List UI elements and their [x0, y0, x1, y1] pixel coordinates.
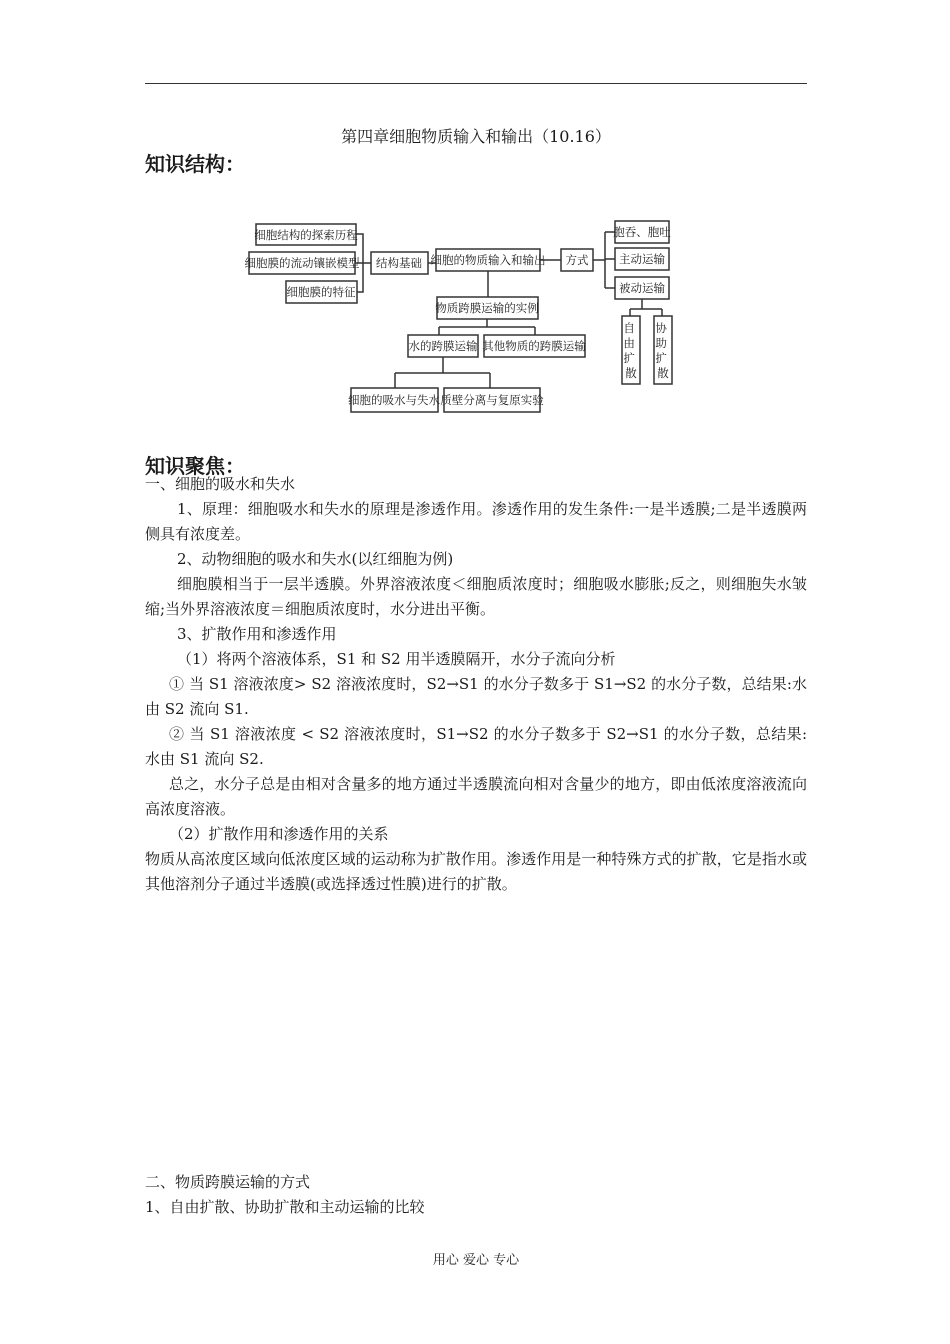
page-title: 第四章细胞物质输入和输出（10.16）	[341, 127, 611, 146]
subsection-animal-cell: 2、动物细胞的吸水和失水(以红细胞为例)	[177, 550, 454, 568]
knowledge-structure-diagram	[245, 215, 675, 420]
diagram-label-water: 水的跨膜运输	[408, 339, 478, 353]
heading-knowledge-focus: 知识聚焦：	[145, 454, 245, 478]
paragraph-principle: 1、原理：细胞吸水和失水的原理是渗透作用。渗透作用的发生条件:一是半透膜;二是半透膜两侧具有浓度差。	[145, 500, 807, 543]
paragraph-case-1: ① 当 S1 溶液浓度> S2 溶液浓度时，S2→S1 的水分子数多于 S1→S2 的水分子数，总结果:水由 S2 流向 S1.	[145, 675, 807, 718]
connector-mode-right	[593, 232, 615, 288]
diagram-label-basis: 结构基础	[376, 256, 422, 270]
section-1-title: 一、细胞的吸水和失水	[145, 475, 296, 493]
diagram-label-left-2: 细胞膜的流动镶嵌模型	[245, 256, 360, 270]
passive-2-char-4: 散	[657, 366, 669, 380]
page-footer: 用心 爱心 专心	[432, 1253, 520, 1268]
diagram-label-other: 其他物质的跨膜运输	[482, 339, 586, 353]
passive-2-char-2: 助	[655, 336, 667, 350]
passive-1-char-1: 自	[623, 321, 635, 335]
passive-1-char-3: 扩	[623, 351, 635, 365]
paragraph-summary: 总之，水分子总是由相对含量多的地方通过半透膜流向相对含量少的地方，即由低浓度溶液流向高浓度溶液。	[145, 775, 807, 818]
subsection-water-flow: （1）将两个溶液体系，S1 和 S2 用半透膜隔开，水分子流向分析	[177, 650, 616, 668]
diagram-label-mode: 方式	[565, 253, 589, 267]
paragraph-animal-cell: 细胞膜相当于一层半透膜。外界溶液浓度＜细胞质浓度时；细胞吸水膨胀;反之，则细胞失水皱缩;当外界溶液浓度＝细胞质浓度时，水分进出平衡。	[145, 575, 807, 618]
diagram-label-plasmolysis: 质壁分离与复原实验	[440, 393, 544, 407]
connector-example-split	[439, 319, 535, 335]
diagram-label-absorb: 细胞的吸水与失水	[348, 393, 440, 407]
passive-1-char-2: 由	[623, 336, 635, 350]
diagram-label-left-1: 细胞结构的探索历程	[254, 228, 358, 242]
diagram-label-left-3: 细胞膜的特征	[286, 285, 356, 299]
passive-1-char-4: 散	[625, 366, 637, 380]
section-2-title: 二、物质跨膜运输的方式	[145, 1173, 311, 1191]
heading-knowledge-structure: 知识结构：	[145, 152, 245, 176]
paragraph-case-2: ② 当 S1 溶液浓度 < S2 溶液浓度时，S1→S2 的水分子数多于 S2→S1 的水分子数，总结果:水由 S1 流向 S2.	[145, 725, 807, 768]
passive-2-char-3: 扩	[655, 351, 667, 365]
diagram-label-example: 物质跨膜运输的实例	[435, 301, 539, 315]
diagram-label-passive-2	[655, 321, 670, 380]
header-rule	[145, 83, 807, 84]
diagram-label-passive-1	[623, 321, 638, 380]
diagram-label-right-1: 胞吞、胞吐	[613, 225, 671, 239]
diagram-label-right-3: 被动运输	[619, 281, 665, 295]
passive-2-char-1: 协	[655, 321, 667, 335]
section-2-subtitle: 1、自由扩散、协助扩散和主动运输的比较	[145, 1198, 425, 1216]
connector-passive	[630, 299, 662, 316]
subsection-diffusion-osmosis: 3、扩散作用和渗透作用	[177, 625, 337, 643]
paragraph-relationship: 物质从高浓度区域向低浓度区域的运动称为扩散作用。渗透作用是一种特殊方式的扩散，它是指水或其他溶剂分子通过半透膜(或选择透过性膜)进行的扩散。	[145, 850, 807, 893]
subsection-relationship: （2）扩散作用和渗透作用的关系	[169, 825, 389, 843]
diagram-label-right-2: 主动运输	[619, 252, 665, 266]
diagram-label-center: 细胞的物质输入和输出	[430, 253, 546, 267]
connector-water-split	[395, 357, 490, 388]
